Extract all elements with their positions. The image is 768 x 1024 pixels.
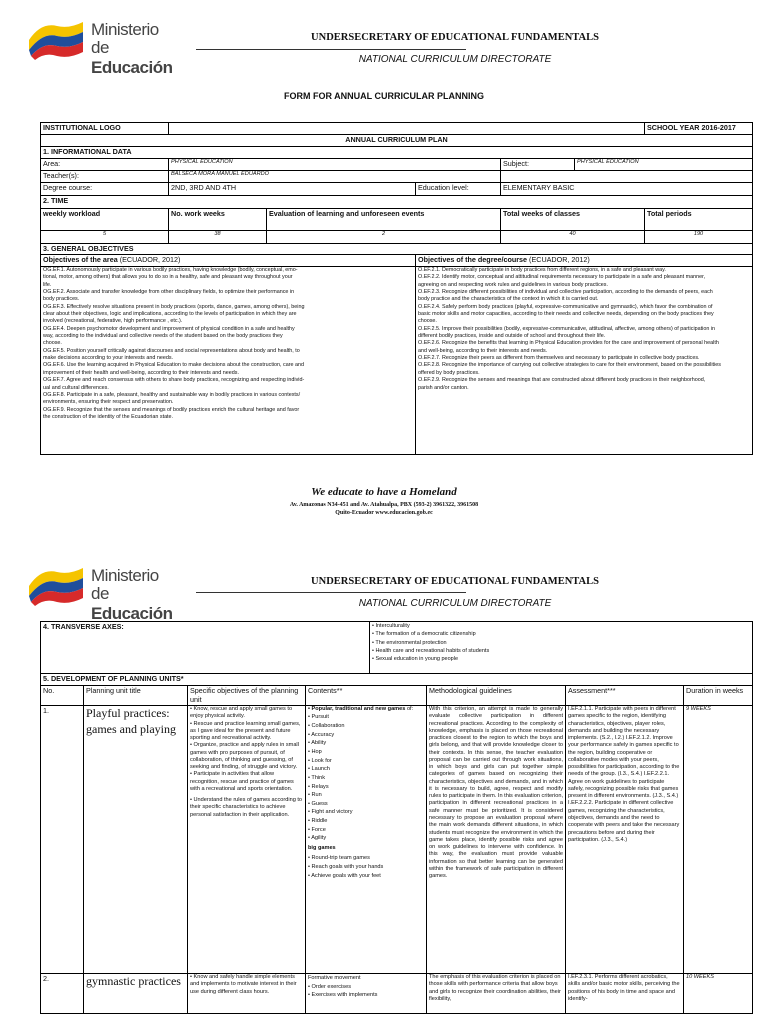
objective-line: tional, motor, among others) that allows you to do so in a healthy, safe and pleasant way throughout your bbox=[43, 274, 293, 281]
col-header-unit-title: Planning unit title bbox=[84, 686, 188, 706]
institutional-logo-cell: INSTITUTIONAL LOGO bbox=[41, 123, 169, 135]
time-header-total-periods: Total periods bbox=[645, 209, 753, 231]
level-value: ELEMENTARY BASIC bbox=[501, 183, 753, 196]
blank-cell bbox=[501, 171, 753, 183]
objective-line: OG.EF.2. Associate and transfer knowledge from other disciplinary fields, to optimize their performance in bbox=[43, 289, 295, 296]
unit-assessment: I.EF.2.1.1. Participate with peers in different games specific to the region, identifying characteristics, objectives, player roles, demands and building the necessary implements. (S.2., I.2.) I.EF.2.1.2. Improve your performance safely in games specific to the region, building cooperative or collaborative modes with your peers, possibilities for participation, according to the needs of the group. (I.3., S.4.) I.EF.2.2.1. Agree on work guidelines to participate safely, recognizing possible risks that games present in different environments. (J.3., S.4.) I.EF.2.2.2. Participate in different collective games, recognizing the characteristics, objectives, demands and the need to cooperate with peers and take the necessary precautions before and during their participation. (J.3., S.4.) bbox=[566, 706, 684, 974]
objective-line: choose. bbox=[43, 340, 62, 347]
objective-line: OG.EF.1. Autonomously participate in various bodily practices, having knowledge (bodily, conceptual, emo- bbox=[43, 267, 298, 273]
annual-plan-table bbox=[40, 122, 753, 455]
axis-item: • The environmental protection bbox=[372, 639, 447, 646]
undersecretary-heading: UNDERSECRETARY OF EDUCATIONAL FUNDAMENTALS bbox=[311, 32, 599, 43]
objective-line: O.EF.2.9. Recognize the senses and meanings that are constructed about different body practices in their neighborhood, bbox=[418, 377, 706, 384]
content-item: Formative movement bbox=[308, 975, 361, 981]
objective-line: OG.EF.7. Agree and reach consensus with others to share body practices, recognizing and respecting individ- bbox=[43, 377, 305, 384]
objective-line: environments, ensuring their respect and preservation. bbox=[43, 399, 174, 406]
big-games-title: big games bbox=[308, 845, 336, 852]
unit-title: gymnastic practices bbox=[84, 974, 188, 1014]
contents-title: • Popular, traditional and new games of: bbox=[308, 706, 414, 712]
objective-line: make decisions according to your interests and needs. bbox=[43, 355, 174, 362]
footer-motto: We educate to have a Homeland bbox=[311, 486, 457, 498]
time-value-evaluation: 2 bbox=[267, 231, 501, 244]
section-informational-data: 1. INFORMATIONAL DATA bbox=[41, 147, 753, 159]
objective-line: OG.EF.8. Participate in a safe, pleasant, healthy and sustainable way in bodily practices in various contexts/ bbox=[43, 391, 301, 398]
objective-line: way, according to the individual and collective needs of the student based on the body practices they bbox=[43, 333, 283, 340]
planning-units-table bbox=[40, 673, 753, 1014]
unit-number: 2. bbox=[41, 974, 84, 1014]
content-item: • Hop bbox=[308, 748, 322, 755]
unit-methodology: With this criterion, an attempt is made to generally evaluate collective participation in different recreational practices. According to the complexity of knowledge, emphasis is placed on those recreational practices closest to the region to which the boys and girls belong, and that will provide knowledge closer to their contexts. In this sense, the teacher evaluation proposal can be carried out through work situations, in which boys and girls can put together simple categories of games based on recognizing their characteristics, objectives and demands, and in which it is necessary to build, agree, respect and modify rules to participate in them. In this evaluation criterion, participation in different recreational practices in a safe manner must be prioritized. It is considered necessary to propose an evaluation proposal where the main work demands different situations, in which students must recognize the environment in which the game takes place, identify possible risks and agree on work guidelines to intervene with confidence. In this way, the evaluation must provide valuable information so that better learning can be generated within the framework of safe participation in different games. bbox=[427, 706, 566, 974]
content-item: • Launch bbox=[308, 766, 330, 773]
objectives-degree-list bbox=[416, 267, 753, 455]
unit-contents bbox=[306, 706, 427, 974]
content-item: • Round-trip team games bbox=[308, 855, 370, 862]
time-value-total-periods: 190 bbox=[645, 231, 753, 244]
objective-line: OG.EF.9. Recognize that the senses and meanings of bodily practices enrich the cultural heritage and favor bbox=[43, 406, 300, 413]
directorate-heading: NATIONAL CURRICULUM DIRECTORATE bbox=[358, 598, 552, 609]
content-item: • Ability bbox=[308, 740, 327, 747]
col-header-no: No. bbox=[41, 686, 84, 706]
big-games-list bbox=[308, 854, 424, 880]
blank-cell bbox=[169, 123, 645, 135]
teacher-label: Teacher(s): bbox=[41, 171, 169, 183]
subject-label: Subject: bbox=[501, 159, 575, 171]
col-header-assessment: Assessment*** bbox=[566, 686, 684, 706]
subject-value: PHYSICAL EDUCATION bbox=[575, 159, 753, 171]
content-item: • Force bbox=[308, 826, 326, 833]
objective-line: clear about their objectives, logic and implications, according to the levels of participation in which they are bbox=[43, 311, 297, 318]
header-divider bbox=[196, 49, 466, 50]
page-2 bbox=[0, 548, 768, 1024]
objective-line: different bodily practices, inside and outside of school and throughout their life. bbox=[418, 333, 606, 340]
axis-item: • Health care and recreational habits of students bbox=[372, 647, 490, 654]
objective-line: body practices. bbox=[43, 296, 80, 303]
directorate-heading: NATIONAL CURRICULUM DIRECTORATE bbox=[358, 54, 552, 65]
time-value-weekly-workload: 5 bbox=[41, 231, 169, 244]
time-header-weekly-workload: weekly workload bbox=[41, 209, 169, 231]
objective-line: O.EF.2.3. Recognize different possibilities of individual and collective participation, according to the demands of peers, each bbox=[418, 289, 713, 296]
objective-line: agreeing on and respecting work rules and guidelines in various body practices. bbox=[418, 281, 608, 288]
content-item: • Guess bbox=[308, 800, 328, 807]
objective-line: parish and/or canton. bbox=[418, 384, 469, 391]
objective-item: • Participate in activities that allow recognition, rescue and practice of games with a recreational and sports orientation. bbox=[190, 771, 294, 792]
plan-title-cell: ANNUAL CURRICULUM PLAN bbox=[41, 135, 753, 147]
objective-line: involved (recreational, federative, high performance , etc.). bbox=[43, 318, 183, 325]
contents-list bbox=[308, 713, 424, 843]
objectives-area-list bbox=[41, 267, 416, 455]
axis-item: • Interculturality bbox=[372, 623, 410, 629]
objective-line: life. bbox=[43, 281, 52, 288]
objective-line: and well-being, according to their interests and needs. bbox=[418, 347, 548, 354]
undersecretary-heading: UNDERSECRETARY OF EDUCATIONAL FUNDAMENTALS bbox=[311, 576, 599, 587]
contents-list bbox=[308, 974, 424, 1000]
col-header-methodology: Methodological guidelines bbox=[427, 686, 566, 706]
col-header-duration: Duration in weeks bbox=[684, 686, 753, 706]
objective-line: O.EF.2.7. Recognize their peers as different from themselves and necessary to participate in collective body practices. bbox=[418, 355, 700, 362]
area-value: PHYSICAL EDUCATION bbox=[169, 159, 501, 171]
objective-line: OG.EF.4. Deepen psychomotor development and improvement of physical condition in a safe and healthy bbox=[43, 325, 295, 332]
objective-item: • Know, rescue and apply small games to enjoy physical activity. bbox=[190, 706, 293, 720]
content-item: • Exercises with implements bbox=[308, 992, 378, 999]
objective-line: ual and cultural differences. bbox=[43, 384, 109, 391]
objective-line: O.EF.2.1. Democratically participate in body practices from different regions, in a safe and pleasant way. bbox=[418, 267, 666, 273]
footer-address-line: Quito-Ecuador www.educacion.gob.ec bbox=[335, 510, 433, 517]
content-item: • Collaboration bbox=[308, 722, 345, 729]
content-item: • Riddle bbox=[308, 818, 328, 825]
objectives-degree-header: Objectives of the degree/course (ECUADOR, 2012) bbox=[416, 255, 753, 267]
unit-objectives: • Know and safely handle simple elements and implements to motivate interest in their use during different class hours. bbox=[188, 974, 306, 1014]
time-value-total-weeks: 40 bbox=[501, 231, 645, 244]
time-header-evaluation: Evaluation of learning and unforeseen events bbox=[267, 209, 501, 231]
section-planning-units: 5. DEVELOPMENT OF PLANNING UNITS* bbox=[41, 674, 753, 686]
logo-text-ministerio: Ministerio bbox=[91, 20, 159, 39]
objective-line: O.EF.2.5. Improve their possibilities (bodily, expressive-communicative, attitudinal, affective, among others) of participation in bbox=[418, 325, 716, 332]
form-title: FORM FOR ANNUAL CURRICULAR PLANNING bbox=[284, 91, 484, 101]
ministry-logo bbox=[27, 14, 187, 77]
objective-line: offered by body practices. bbox=[418, 369, 480, 376]
axis-item: • The formation of a democratic citizenship bbox=[372, 631, 476, 638]
objective-line: improvement of their health and well-being, according to their interests and needs. bbox=[43, 369, 239, 376]
unit-title: Playful practices: games and playing bbox=[84, 706, 188, 974]
objective-item: • Rescue and practice learning small games, as I gave ideal for the present and future sporting and recreational activity. bbox=[190, 720, 301, 742]
unit-methodology: The emphasis of this evaluation criterion is placed on those skills with performance criteria that allow boys and girls to recognize their coordination abilities, their flexibility, bbox=[427, 974, 566, 1014]
school-year-cell: SCHOOL YEAR 2016-2017 bbox=[645, 123, 753, 135]
footer-address bbox=[0, 501, 768, 517]
time-header-total-weeks: Total weeks of classes bbox=[501, 209, 645, 231]
col-header-objectives: Specific objectives of the planning unit bbox=[188, 686, 306, 706]
objective-line: O.EF.2.6. Recognize the benefits that learning in Physical Education provides for the care and improvement of personal health bbox=[418, 340, 719, 347]
axes-list bbox=[370, 622, 753, 674]
objective-line: O.EF.2.2. Identify motor, conceptual and attitudinal requirements necessary to participate in a safe and pleasant manner, bbox=[418, 274, 706, 281]
content-item: • Run bbox=[308, 792, 322, 799]
degree-value: 2ND, 3RD AND 4TH bbox=[169, 183, 416, 196]
ecuador-flag-logo-icon bbox=[27, 20, 87, 60]
content-item: • Agility bbox=[308, 835, 327, 842]
objective-item: • Understand the rules of games according to their specific characteristics to achieve personal satisfaction in their application. bbox=[190, 797, 303, 818]
unit-contents bbox=[306, 974, 427, 1014]
section-general-objectives: 3. GENERAL OBJECTIVES bbox=[41, 244, 753, 255]
unit-number: 1. bbox=[41, 706, 84, 974]
col-header-contents: Contents** bbox=[306, 686, 427, 706]
axis-item: • Sexual education in young people bbox=[372, 656, 459, 662]
ecuador-flag-logo-icon bbox=[27, 566, 87, 606]
content-item: • Order exercises bbox=[308, 983, 351, 990]
objective-line: O.EF.2.8. Recognize the importance of carrying out collective strategies to care for their environment, based on the possibilities bbox=[418, 362, 721, 369]
objective-line: choose. bbox=[418, 318, 437, 325]
area-label: Area: bbox=[41, 159, 169, 171]
time-header-work-weeks: No. work weeks bbox=[169, 209, 267, 231]
degree-label: Degree course: bbox=[41, 183, 169, 196]
logo-text-educacion: de Educación bbox=[91, 584, 173, 623]
content-item: • Think bbox=[308, 774, 326, 781]
objective-line: body practice and the characteristics of the context in which it is carried out. bbox=[418, 296, 599, 303]
objective-item: • Organize, practice and apply rules in small games with pro purposes of pursuit, of collaboration, of thinking and guessing, of seeking and finding, of struggle and victory. bbox=[190, 742, 299, 771]
objective-line: OG.EF.6. Use the learning acquired in Physical Education to make decisions about the construction, care and bbox=[43, 362, 304, 369]
objectives-area-header: Objectives of the area (ECUADOR, 2012) bbox=[41, 255, 416, 267]
content-item: • Look for bbox=[308, 757, 332, 764]
unit-objectives bbox=[188, 706, 306, 974]
objective-line: OG.EF.5. Position yourself critically against discourses and social representations about body and health, to bbox=[43, 347, 300, 354]
time-value-work-weeks: 38 bbox=[169, 231, 267, 244]
objective-line: basic motor skills and motor capacities, according to their needs and collective needs, depending on the body practices they bbox=[418, 311, 714, 318]
objective-line: OG.EF.3. Effectively resolve situations present in body practices (sports, dance, games, among others), being bbox=[43, 303, 305, 310]
section-time: 2. TIME bbox=[41, 196, 753, 209]
level-label: Education level: bbox=[416, 183, 501, 196]
footer-address-line: Av. Amazonas N34-451 and Av. Atahualpa, PBX (593-2) 3961322, 3961508 bbox=[289, 502, 479, 508]
header-divider bbox=[196, 592, 466, 593]
content-item: • Reach goals with your hands bbox=[308, 864, 384, 871]
objective-line: the construction of the identity of the Ecuadorian state. bbox=[43, 413, 174, 420]
teacher-value: BALSECA MORA MANUEL EDUARDO bbox=[169, 171, 501, 183]
logo-text-educacion: de Educación bbox=[91, 38, 173, 77]
ministry-logo bbox=[27, 560, 187, 623]
content-item: • Fight and victory bbox=[308, 809, 353, 816]
content-item: • Relays bbox=[308, 783, 329, 790]
unit-assessment: I.EF.2.3.1. Performs different acrobatics, skills and/or basic motor skills, perceiving the positions of his body in time and space and identify- bbox=[566, 974, 684, 1014]
content-item: • Achieve goals with your feet bbox=[308, 872, 381, 879]
unit-duration: 9 WEEKS bbox=[684, 706, 753, 974]
transverse-axes-table bbox=[40, 621, 753, 674]
content-item: • Accuracy bbox=[308, 731, 335, 738]
content-item: • Pursuit bbox=[308, 714, 329, 721]
section-transverse-axes: 4. TRANSVERSE AXES: bbox=[41, 622, 370, 674]
unit-duration: 10 WEEKS bbox=[684, 974, 753, 1014]
objective-line: O.EF.2.4. Safely perform body practices (playful, expressive-communicative and gymnastic), which favor the combination of bbox=[418, 303, 713, 310]
logo-text-ministerio: Ministerio bbox=[91, 566, 159, 585]
